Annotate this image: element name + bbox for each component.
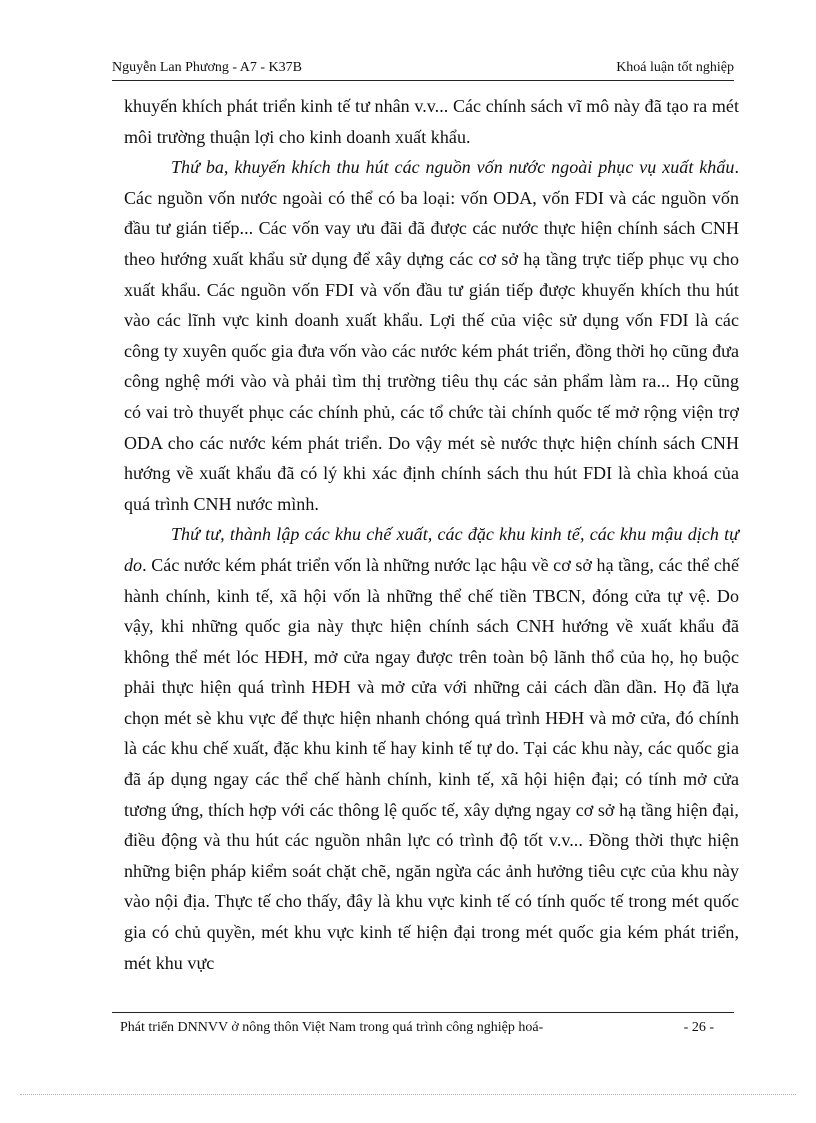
paragraph-body-fourth: . Các nước kém phát triển vốn là những nước lạc hậu về cơ sở hạ tầng, các thể chế hành chính, kinh tế, xã hội vốn là những thể chế tiền TBCN, đóng cửa tự vệ. Do vậy, khi những quốc gia này thực hiện chính sách CNH hướng về xuất khẩu đã không thể mét lóc HĐH, mở cửa ngay được trên toàn bộ lãnh thổ của họ, họ buộc phải thực hiện quá trình HĐH và mở cửa với những cải cách dần dần. Họ đã lựa chọn mét sè khu vực để thực hiện nhanh chóng quá trình HĐH và mở cửa, đó chính là các khu chế xuất, đặc khu kinh tế hay kinh tế tự do. Tại các khu này, các quốc gia đã áp dụng ngay các thể chế hành chính, kinh tế, xã hội hiện đại; có tính mở cửa tương ứng, thích hợp với các thông lệ quốc tế, xây dựng ngay cơ sở hạ tầng hiện đại, điều động và thu hút các nguồn nhân lực có trình độ tốt v.v... Đồng thời thực hiện những biện pháp kiểm soát chặt chẽ, ngăn ngừa các ảnh hưởng tiêu cực của khu này vào nội địa. Thực tế cho thấy, đây là khu vực kinh tế có tính quốc tế trong mét quốc gia có chủ quyền, mét khu vực kinh tế hiện đại trong mét quốc gia kém phát triển, mét khu vực: [124, 554, 739, 973]
paragraph-continuation: khuyến khích phát triển kinh tế tư nhân v.v... Các chính sách vĩ mô này đã tạo ra mét môi trường thuận lợi cho kinh doanh xuất khẩu.: [124, 96, 739, 147]
paragraph-heading-fourth: Thứ tư, thành lập các khu chế xuất, các đặc khu kinh tế, các khu mậu dịch tự do: [124, 524, 739, 575]
paragraph-third-measure: [124, 152, 739, 519]
paragraph-body-third: . Các nguồn vốn nước ngoài có thể có ba loại: vốn ODA, vốn FDI và các nguồn vốn đầu tư gián tiếp... Các vốn vay ưu đãi đã được các nước thực hiện chính sách CNH theo hướng xuất khẩu sử dụng để xây dựng các cơ sở hạ tầng trực tiếp phục vụ cho xuất khẩu. Các nguồn vốn FDI và vốn đầu tư gián tiếp được khuyến khích thu hút vào các lĩnh vực kinh doanh xuất khẩu. Lợi thế của việc sử dụng vốn FDI là các công ty xuyên quốc gia đưa vốn vào các nước kém phát triển, đồng thời họ cũng đưa công nghệ mới vào và phải tìm thị trường tiêu thụ các sản phẩm làm ra... Họ cũng có vai trò thuyết phục các chính phủ, các tổ chức tài chính quốc tế mở rộng viện trợ ODA cho các nước kém phát triển. Do vậy mét sè nước thực hiện chính sách CNH hướng về xuất khẩu đã có lý khi xác định chính sách thu hút FDI là chìa khoá của quá trình CNH nước mình.: [124, 157, 739, 514]
paragraph-fourth-measure: [124, 519, 739, 978]
footer-title: Phát triển DNNVV ở nông thôn Việt Nam trong quá trình công nghiệp hoá-: [120, 1020, 544, 1035]
paragraph-heading-third: Thứ ba, khuyến khích thu hút các nguồn vốn nước ngoài phục vụ xuất khẩu: [171, 157, 735, 178]
page-break-divider: [20, 1094, 796, 1095]
page-footer: [112, 1012, 734, 1039]
page-header: [112, 58, 734, 81]
header-author: Nguyễn Lan Phương - A7 - K37B: [112, 60, 302, 75]
header-doc-type: Khoá luận tốt nghiệp: [616, 60, 734, 75]
document-page: [112, 50, 742, 1060]
body-text: [124, 91, 739, 978]
page-number: - 26 -: [683, 1020, 714, 1035]
